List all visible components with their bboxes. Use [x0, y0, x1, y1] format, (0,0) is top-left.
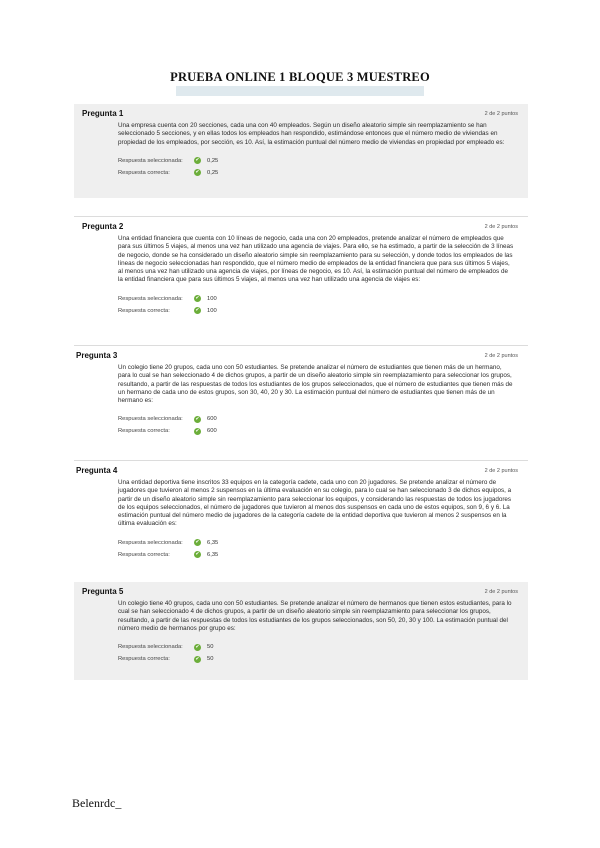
correct-answer-label: Respuesta correcta:: [118, 656, 170, 663]
check-icon: ✔: [195, 157, 200, 164]
question-points: 2 de 2 puntos: [484, 111, 518, 117]
correct-answer-label: Respuesta correcta:: [118, 428, 170, 435]
question-text: Una entidad financiera que cuenta con 10 líneas de negocio, cada una con 20 empleados, pretende analizar el número de empleados que para sus últimos 5 viajes, al menos una vez han utilizado una agencia de viajes. Para ello, se ha estimado, a partir de la selección de 3 líneas de negocio, donde se ha considerado un diseño aleatorio simple sin reemplazamiento para su selección, y donde todos los empleados de las líneas de negocio seleccionadas han respondido, que el número medio de empleados de la entidad financiera que para sus últimos 5 viajes, al menos una vez han utilizado una agencia de viajes, por líneas de negocio, es 10. Así, la estimación puntual del número de empleados de la entidad financiera que para sus últimos 5 viajes, al menos una vez han utilizado una agencia de viajes es:: [118, 235, 514, 284]
selected-answer-value: 600: [207, 416, 217, 423]
correct-answer-row: [118, 167, 528, 179]
check-icon: ✔: [195, 427, 200, 434]
question-card-1: [74, 104, 528, 198]
answers: [118, 293, 528, 317]
question-points: 2 de 2 puntos: [484, 589, 518, 595]
check-icon: ✔: [195, 655, 200, 662]
question-points: 2 de 2 puntos: [484, 353, 518, 359]
selected-answer-label: Respuesta seleccionada:: [118, 295, 183, 302]
selected-answer-row: [118, 641, 528, 653]
question-card-4: [74, 460, 528, 573]
selected-answer-row: [118, 537, 528, 549]
selected-answer-row: [118, 293, 528, 305]
correct-answer-label: Respuesta correcta:: [118, 169, 170, 176]
correct-answer-row: [118, 549, 528, 561]
answers: [118, 641, 528, 665]
correct-answer-row: [118, 305, 528, 317]
question-label: Pregunta 3: [76, 351, 118, 360]
correct-answer-value: 50: [207, 656, 214, 663]
selected-answer-label: Respuesta seleccionada:: [118, 644, 183, 651]
correct-answer-row: [118, 425, 528, 437]
question-card-3: [74, 345, 528, 454]
question-label: Pregunta 4: [76, 466, 118, 475]
question-points: 2 de 2 puntos: [484, 468, 518, 474]
check-icon: ✔: [195, 295, 200, 302]
page-title: PRUEBA ONLINE 1 BLOQUE 3 MUESTREO: [170, 70, 430, 84]
answers: [118, 155, 528, 179]
question-text: Un colegio tiene 20 grupos, cada uno con 50 estudiantes. Se pretende analizar el número de estudiantes que tienen más de un hermano, para lo cual se han seleccionado 4 de dichos grupos, a partir de un diseño aleatorio simple sin reemplazamiento para seleccionar los grupos, resultando, a partir de las respuestas de todos los estudiantes de los grupos seleccionados, que el número de estudiantes que tienen más de un hermano de cada uno de estos grupos, son 30, 40, 20 y 30. La estimación puntual del número de estudiantes que tienen más de un hermano es:: [118, 364, 513, 405]
selected-answer-label: Respuesta seleccionada:: [118, 416, 183, 423]
answers: [118, 537, 528, 561]
question-label: Pregunta 2: [82, 222, 124, 231]
check-icon: ✔: [195, 307, 200, 314]
question-card-5: [74, 582, 528, 680]
check-icon: ✔: [195, 169, 200, 176]
correct-answer-label: Respuesta correcta:: [118, 307, 170, 314]
check-icon: ✔: [195, 643, 200, 650]
selected-answer-label: Respuesta seleccionada:: [118, 539, 183, 546]
check-icon: ✔: [195, 415, 200, 422]
selected-answer-value: 50: [207, 644, 214, 651]
selected-answer-row: [118, 155, 528, 167]
question-label: Pregunta 1: [82, 109, 124, 118]
check-icon: ✔: [195, 551, 200, 558]
question-text: Un colegio tiene 40 grupos, cada uno con 50 estudiantes. Se pretende analizar el número de hermanos que tienen estos estudiantes, para lo cual se han seleccionado 4 de dichos grupos, a partir de un diseño aleatorio simple sin reemplazamiento para seleccionar los grupos, resultando, a partir de las respuestas de todos los estudiantes de los grupos seleccionados, son 50, 20, 30 y 100. La estimación puntual del número medio de hermanos por grupo es:: [118, 600, 512, 632]
correct-answer-value: 0,25: [207, 169, 219, 176]
selected-answer-value: 6,35: [207, 539, 219, 546]
question-text: Una empresa cuenta con 20 secciones, cada una con 40 empleados. Según un diseño aleatorio simple sin reemplazamiento se han seleccionado 5 secciones, y en ellas todos los empleados han respondido, estimándose entonces que el número medio de viviendas en propiedad de los empleados, por sección, es 10. Así, la estimación puntual del número medio de viviendas en propiedad por empleado es:: [118, 122, 505, 146]
selected-answer-row: [118, 413, 528, 425]
question-text: Una entidad deportiva tiene inscritos 33 equipos en la categoría cadete, cada uno con 20 jugadores. Se pretende analizar el número de jugadores que tuvieron al menos 2 suspensos en la última evaluación en su colegio, para lo cual se han seleccionado 3 de dichos equipos, a partir de un diseño aleatorio simple sin reemplazamiento para seleccionar los equipos, y considerando las respuestas de todos los jugadores de los equipos seleccionados, el número de jugadores que tuvieron al menos dos suspensos en cada uno de estos equipos, son 9, 6 y 6. La estimación puntual del número medio de jugadores de la categoría cadete de la entidad deportiva que tuvieron al menos 2 suspensos en la última evaluación es:: [118, 479, 512, 528]
question-points: 2 de 2 puntos: [484, 224, 518, 230]
answers: [118, 413, 528, 437]
correct-answer-value: 100: [207, 307, 217, 314]
correct-answer-value: 600: [207, 428, 217, 435]
correct-answer-row: [118, 653, 528, 665]
correct-answer-value: 6,35: [207, 551, 219, 558]
selected-answer-value: 100: [207, 295, 217, 302]
title-highlight: [176, 86, 424, 96]
question-label: Pregunta 5: [82, 587, 124, 596]
check-icon: ✔: [195, 539, 200, 546]
selected-answer-label: Respuesta seleccionada:: [118, 157, 183, 164]
question-card-2: [74, 216, 528, 339]
footer-signature: Belenrdc_: [72, 796, 122, 810]
correct-answer-label: Respuesta correcta:: [118, 551, 170, 558]
selected-answer-value: 0,25: [207, 157, 219, 164]
